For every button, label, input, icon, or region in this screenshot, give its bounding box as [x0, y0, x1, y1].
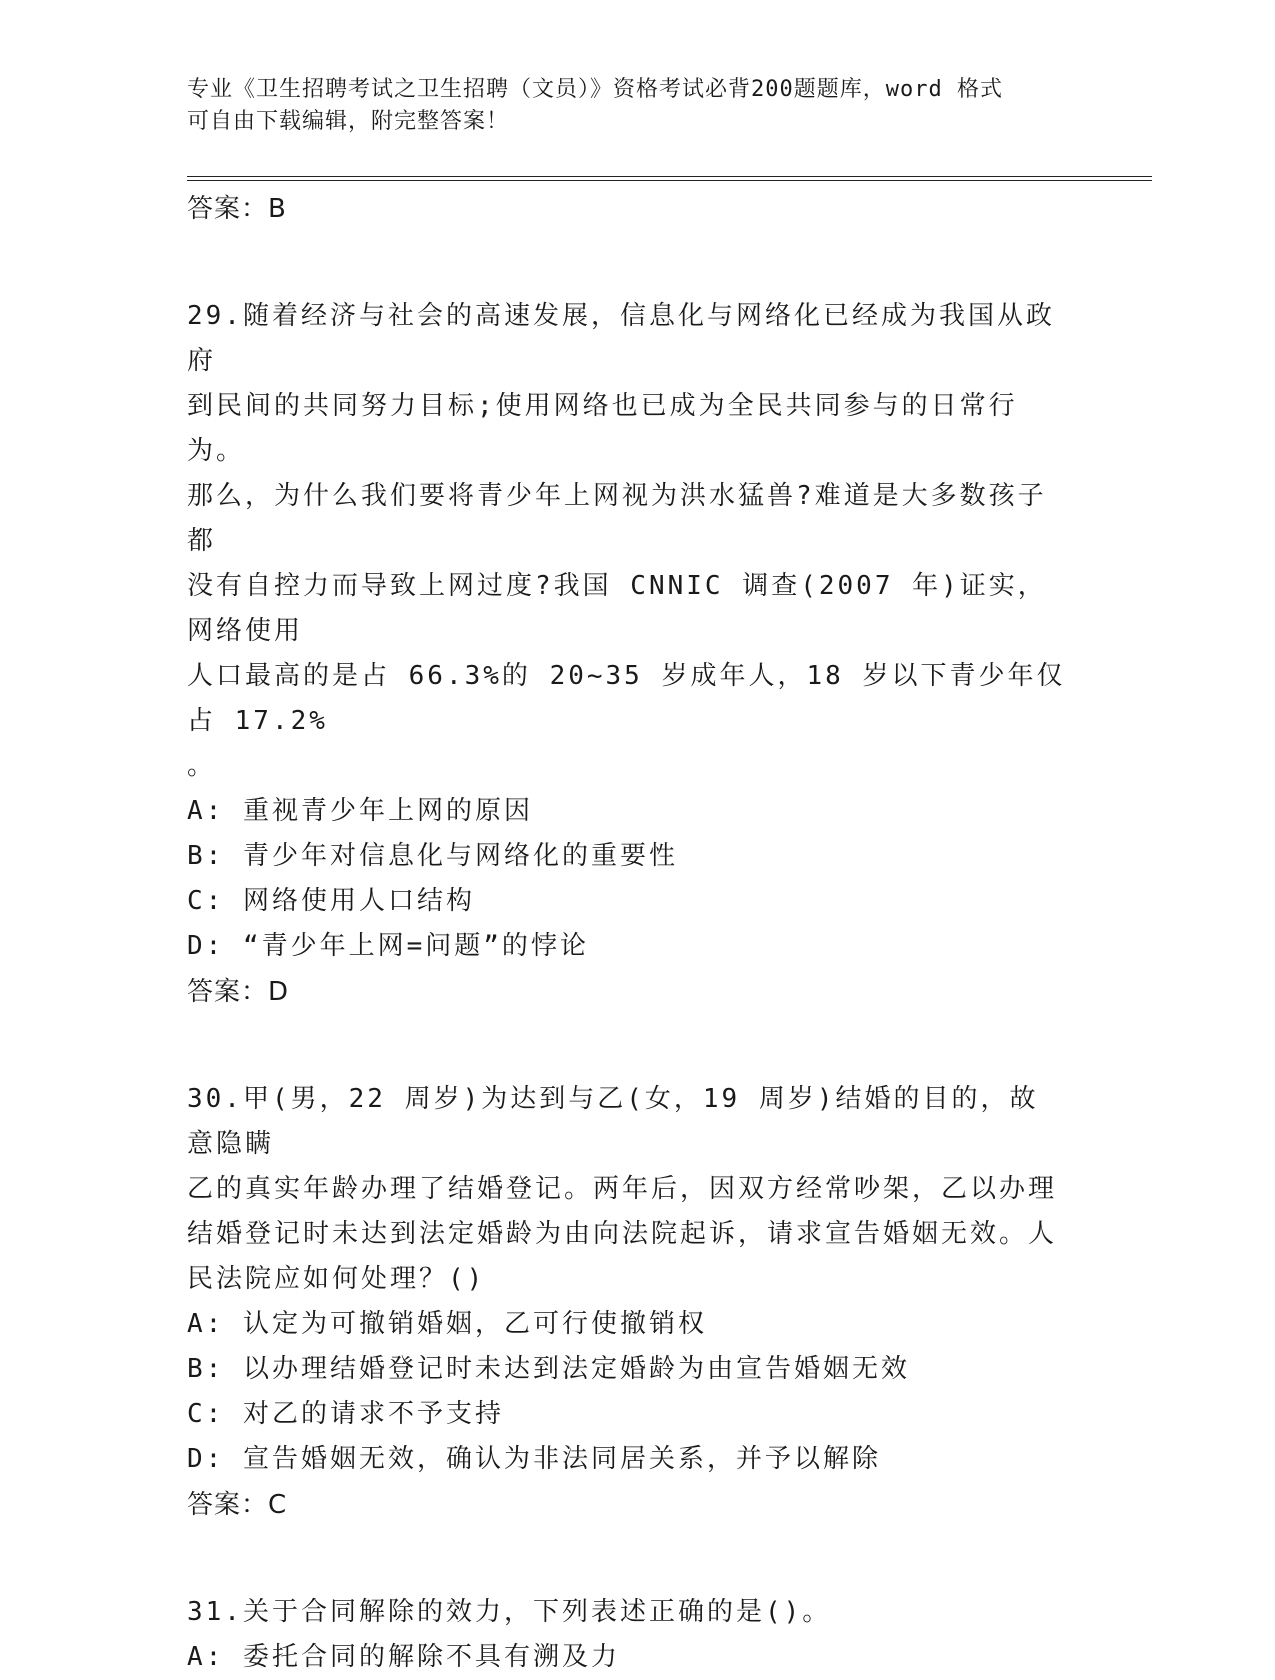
header-divider: [187, 176, 1152, 181]
document-header: [187, 74, 1087, 138]
question-text-line: 那么，为什么我们要将青少年上网视为洪水猛兽?难道是大多数孩子都: [187, 481, 1047, 556]
question-text-line: 人口最高的是占 66.3%的 20~35 岁成年人，18 岁以下青少年仅占 17.2%: [187, 661, 1066, 736]
answer-line: 答案：D: [187, 977, 290, 1007]
option-d: D: “青少年上网=问题”的悖论: [187, 931, 589, 961]
question-text-line: 到民间的共同努力目标;使用网络也已成为全民共同参与的日常行为。: [187, 391, 1018, 466]
question-text-line: 。: [187, 751, 217, 781]
question-30: [187, 1077, 1067, 1528]
spacer: [187, 1528, 1067, 1590]
spacer: [187, 1015, 1067, 1077]
question-31: [187, 1590, 1067, 1680]
question-29: [187, 294, 1067, 1015]
option-a: A: 委托合同的解除不具有溯及力: [187, 1642, 620, 1672]
question-text-line: 31.关于合同解除的效力，下列表述正确的是()。: [187, 1597, 832, 1627]
spacer: [187, 232, 1067, 294]
option-c: C: 对乙的请求不予支持: [187, 1399, 504, 1429]
option-d: D: 宣告婚姻无效，确认为非法同居关系，并予以解除: [187, 1444, 881, 1474]
question-text-line: 民法院应如何处理？(): [187, 1264, 486, 1294]
question-text-line: 没有自控力而导致上网过度?我国 CNNIC 调查(2007 年)证实，网络使用: [187, 571, 1047, 646]
option-c: C: 网络使用人口结构: [187, 886, 475, 916]
answer-line: 答案：B: [187, 194, 287, 224]
answer-line: 答案：C: [187, 1490, 288, 1520]
option-b: B: 以办理结婚登记时未达到法定婚龄为由宣告婚姻无效: [187, 1354, 910, 1384]
option-b: B: 青少年对信息化与网络化的重要性: [187, 841, 678, 871]
question-text-line: 乙的真实年龄办理了结婚登记。两年后，因双方经常吵架，乙以办理: [187, 1174, 1058, 1204]
header-line-1: 专业《卫生招聘考试之卫生招聘（文员）》资格考试必背200题题库，word 格式: [187, 77, 1003, 102]
question-text-line: 结婚登记时未达到法定婚龄为由向法院起诉，请求宣告婚姻无效。人: [187, 1219, 1058, 1249]
question-text-line: 29.随着经济与社会的高速发展，信息化与网络化已经成为我国从政府: [187, 301, 1055, 376]
question-text-line: 30.甲(男，22 周岁)为达到与乙(女，19 周岁)结婚的目的，故意隐瞒: [187, 1084, 1039, 1159]
option-a: A: 重视青少年上网的原因: [187, 796, 533, 826]
option-a: A: 认定为可撤销婚姻，乙可行使撤销权: [187, 1309, 707, 1339]
header-line-2: 可自由下载编辑，附完整答案！: [187, 109, 510, 134]
question-list: [187, 186, 1067, 1680]
